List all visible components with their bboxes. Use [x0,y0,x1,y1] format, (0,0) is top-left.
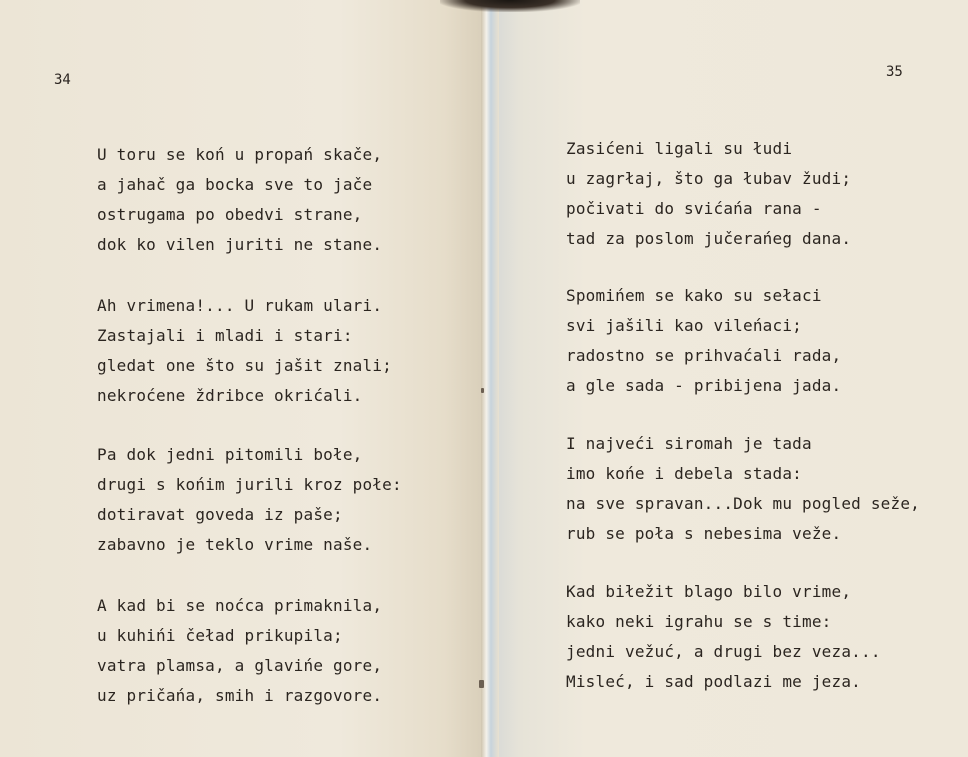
poem-line: A kad bi se noćca primaknila, [97,596,383,615]
stanza-left-2 [97,296,392,416]
page-number-left: 34 [54,72,71,88]
poem-line: a jahač ga bocka sve to jače [97,175,373,194]
poem-line: Spomińem se kako su sełaci [566,286,822,305]
page-number-right: 35 [886,64,903,80]
poem-line: rub se poła s nebesima veže. [566,524,842,543]
poem-line: a gle sada - pribijena jada. [566,376,842,395]
stanza-left-3 [97,445,402,565]
poem-line: drugi s końim jurili kroz połe: [97,475,402,494]
poem-line: gledat one što su jašit znali; [97,356,392,375]
poem-line: počivati do svićańa rana - [566,199,822,218]
poem-line: u zagrłaj, što ga łubav žudi; [566,169,852,188]
poem-line: ostrugama po obedvi strane, [97,205,363,224]
poem-line: U toru se koń u propań skače, [97,145,383,164]
stanza-right-4 [566,582,881,702]
stanza-left-4 [97,596,382,716]
poem-line: radostno se prihvaćali rada, [566,346,842,365]
poem-line: kako neki igrahu se s time: [566,612,832,631]
poem-line: Kad biłežit blago bilo vrime, [566,582,852,601]
poem-line: dok ko vilen juriti ne stane. [97,235,383,254]
book-gutter [481,0,499,757]
poem-line: na sve spravan...Dok mu pogled seže, [566,494,920,513]
poem-line: I najveći siromah je tada [566,434,812,453]
poem-line: Zastajali i mladi i stari: [97,326,353,345]
poem-line: Pa dok jedni pitomili bołe, [97,445,363,464]
poem-line: jedni vežuć, a drugi bez veza... [566,642,881,661]
stanza-right-2 [566,286,841,406]
stanza-left-1 [97,145,382,265]
poem-line: Ah vrimena!... U rukam ulari. [97,296,383,315]
poem-line: vatra plamsa, a glavińe gore, [97,656,383,675]
poem-line: svi jašili kao vileńaci; [566,316,802,335]
poem-line: dotiravat goveda iz paše; [97,505,343,524]
poem-line: uz pričańa, smih i razgovore. [97,686,383,705]
poem-line: Zasićeni ligali su łudi [566,139,793,158]
poem-line: Misleć, i sad podlazi me jeza. [566,672,861,691]
poem-line: nekroćene ždribce okrićali. [97,386,363,405]
binding-shadow [440,0,580,12]
paper-speck [479,680,484,688]
stanza-right-1 [566,139,851,259]
poem-line: zabavno je teklo vrime naše. [97,535,373,554]
stanza-right-3 [566,434,920,554]
poem-line: imo końe i debela stada: [566,464,802,483]
poem-line: tad za poslom jučerańeg dana. [566,229,852,248]
paper-speck [481,388,484,393]
poem-line: u kuhińi čeład prikupila; [97,626,343,645]
